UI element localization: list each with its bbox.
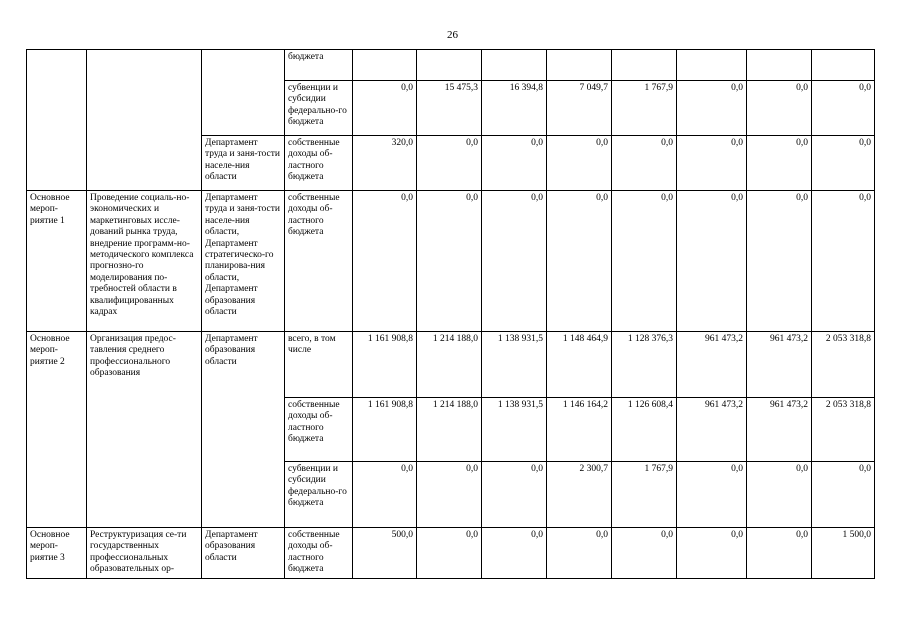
value-cell: 0,0 xyxy=(482,191,547,332)
executor-cell xyxy=(202,50,285,136)
budget-table xyxy=(26,49,875,579)
value-cell: 1 161 908,8 xyxy=(353,398,417,462)
value-cell: 0,0 xyxy=(747,81,812,136)
value-cell xyxy=(747,50,812,81)
value-cell xyxy=(482,50,547,81)
value-cell: 0,0 xyxy=(482,462,547,528)
value-cell: 1 146 164,2 xyxy=(547,398,612,462)
status-cell xyxy=(27,50,87,191)
value-cell: 0,0 xyxy=(547,528,612,579)
value-cell: 961 473,2 xyxy=(747,398,812,462)
value-cell xyxy=(612,50,677,81)
value-cell: 0,0 xyxy=(812,191,875,332)
table-row xyxy=(27,191,875,332)
value-cell: 0,0 xyxy=(747,191,812,332)
value-cell: 0,0 xyxy=(677,81,747,136)
value-cell: 961 473,2 xyxy=(747,332,812,398)
value-cell: 320,0 xyxy=(353,136,417,191)
value-cell: 500,0 xyxy=(353,528,417,579)
value-cell xyxy=(547,50,612,81)
value-cell: 0,0 xyxy=(747,528,812,579)
value-cell: 1 126 608,4 xyxy=(612,398,677,462)
value-cell: 0,0 xyxy=(612,528,677,579)
measure-name-cell xyxy=(87,50,202,191)
value-cell: 0,0 xyxy=(417,528,482,579)
value-cell: 15 475,3 xyxy=(417,81,482,136)
executor-cell: Департамент труда и заня-тости населе-ния области, Департамент стратегическо-го планирова-ния области, Департамент образования области xyxy=(202,191,285,332)
funding-source-cell: собственные доходы об-ластного бюджета xyxy=(285,398,353,462)
value-cell: 0,0 xyxy=(747,462,812,528)
funding-source-cell: собственные доходы об-ластного бюджета xyxy=(285,191,353,332)
value-cell xyxy=(677,50,747,81)
value-cell xyxy=(812,50,875,81)
executor-cell: Департамент труда и заня-тости населе-ния области xyxy=(202,136,285,191)
value-cell: 1 138 931,5 xyxy=(482,398,547,462)
value-cell: 0,0 xyxy=(353,462,417,528)
value-cell: 1 148 464,9 xyxy=(547,332,612,398)
executor-cell: Департамент образования области xyxy=(202,332,285,528)
value-cell: 0,0 xyxy=(812,81,875,136)
measure-status-cell: Основное мероп-риятие 2 xyxy=(27,332,87,528)
value-cell: 0,0 xyxy=(482,528,547,579)
measure-name-cell: Проведение социаль-но-экономических и маркетинговых иссле-дований рынка труда, внедрение программ-но-методического комплекса прогнозно-го моделирования по-требностей области в квалифицированных кадрах xyxy=(87,191,202,332)
table-row xyxy=(27,528,875,579)
value-cell: 1 214 188,0 xyxy=(417,398,482,462)
value-cell: 1 128 376,3 xyxy=(612,332,677,398)
value-cell: 1 214 188,0 xyxy=(417,332,482,398)
value-cell: 0,0 xyxy=(677,191,747,332)
executor-cell: Департамент образования области xyxy=(202,528,285,579)
measure-status-cell: Основное мероп-риятие 3 xyxy=(27,528,87,579)
value-cell: 0,0 xyxy=(417,462,482,528)
value-cell: 0,0 xyxy=(812,136,875,191)
value-cell: 2 053 318,8 xyxy=(812,332,875,398)
value-cell: 961 473,2 xyxy=(677,398,747,462)
funding-source-cell: субвенции и субсидии федерально-го бюджета xyxy=(285,81,353,136)
value-cell: 1 500,0 xyxy=(812,528,875,579)
measure-name-cell: Реструктуризация се-ти государственных профессиональных образовательных ор- xyxy=(87,528,202,579)
table-row xyxy=(27,50,875,81)
value-cell: 961 473,2 xyxy=(677,332,747,398)
value-cell: 0,0 xyxy=(612,136,677,191)
value-cell: 0,0 xyxy=(677,136,747,191)
value-cell: 0,0 xyxy=(547,191,612,332)
value-cell: 2 300,7 xyxy=(547,462,612,528)
value-cell: 7 049,7 xyxy=(547,81,612,136)
value-cell: 0,0 xyxy=(353,81,417,136)
value-cell: 2 053 318,8 xyxy=(812,398,875,462)
value-cell: 0,0 xyxy=(482,136,547,191)
value-cell xyxy=(353,50,417,81)
funding-source-cell: собственные доходы об-ластного бюджета xyxy=(285,136,353,191)
measure-name-cell: Организация предос-тавления среднего профессионального образования xyxy=(87,332,202,528)
value-cell: 0,0 xyxy=(677,462,747,528)
value-cell: 1 767,9 xyxy=(612,462,677,528)
funding-source-cell: субвенции и субсидии федерально-го бюджета xyxy=(285,462,353,528)
measure-status-cell: Основное мероп-риятие 1 xyxy=(27,191,87,332)
value-cell: 1 767,9 xyxy=(612,81,677,136)
value-cell: 0,0 xyxy=(677,528,747,579)
funding-source-cell: всего, в том числе xyxy=(285,332,353,398)
value-cell: 0,0 xyxy=(417,191,482,332)
value-cell: 0,0 xyxy=(547,136,612,191)
value-cell: 0,0 xyxy=(812,462,875,528)
funding-source-cell: бюджета xyxy=(285,50,353,81)
value-cell xyxy=(417,50,482,81)
value-cell: 1 161 908,8 xyxy=(353,332,417,398)
value-cell: 0,0 xyxy=(612,191,677,332)
funding-source-cell: собственные доходы об-ластного бюджета xyxy=(285,528,353,579)
table-row xyxy=(27,332,875,398)
value-cell: 0,0 xyxy=(747,136,812,191)
value-cell: 16 394,8 xyxy=(482,81,547,136)
value-cell: 0,0 xyxy=(353,191,417,332)
value-cell: 1 138 931,5 xyxy=(482,332,547,398)
page-number: 26 xyxy=(447,29,458,41)
value-cell: 0,0 xyxy=(417,136,482,191)
